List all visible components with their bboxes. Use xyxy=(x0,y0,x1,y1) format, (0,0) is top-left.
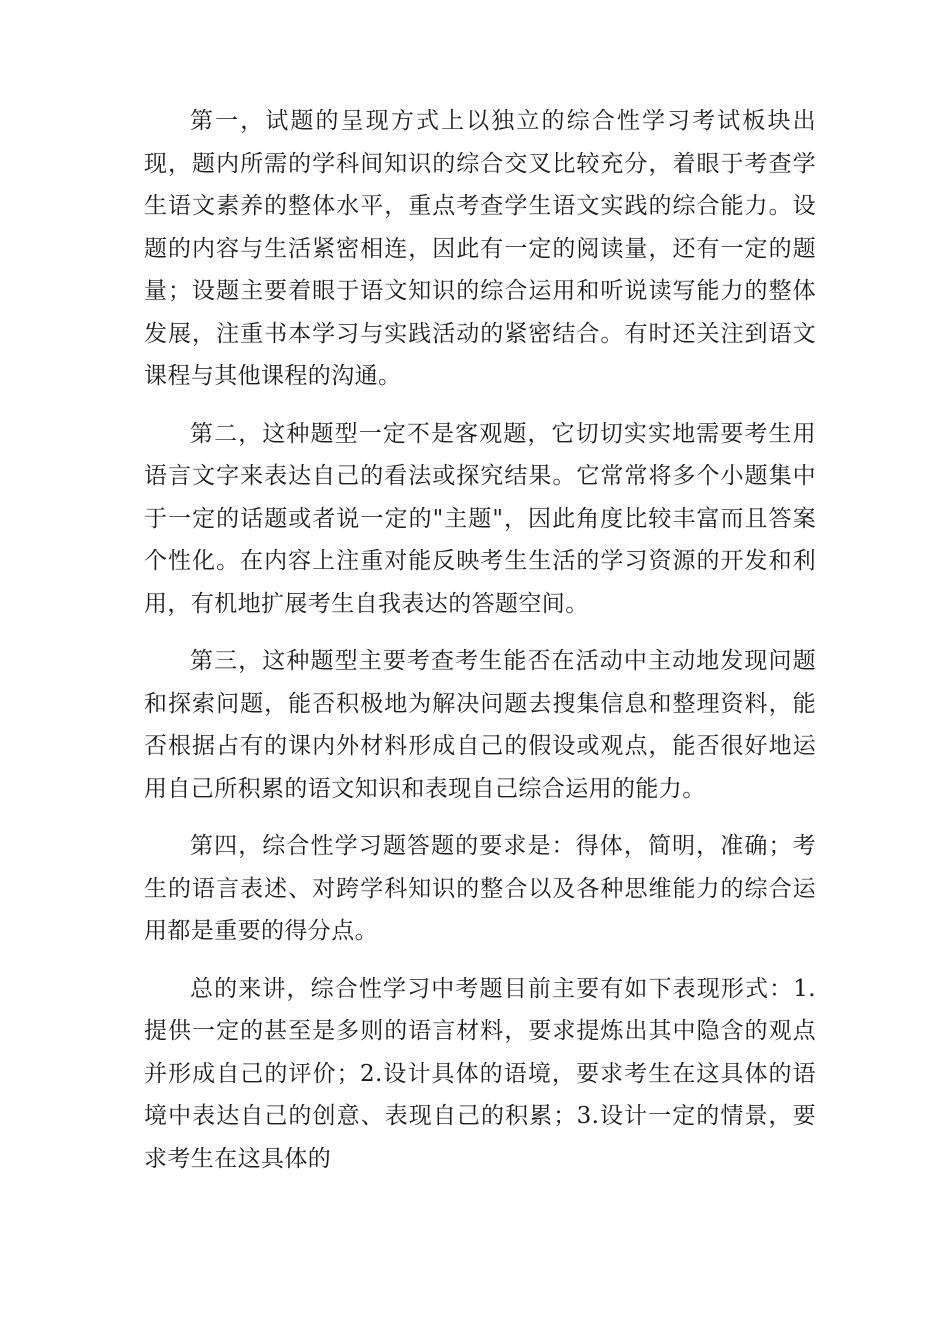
paragraph-1: 第一，试题的呈现方式上以独立的综合性学习考试板块出现，题内所需的学科间知识的综合交叉比较充分，着眼于考查学生语文素养的整体水平，重点考查学生语文实践的综合能力。设题的内容与生活紧密相连，因此有一定的阅读量，还有一定的题量；设题主要着眼于语文知识的综合运用和听说读写能力的整体发展，注重书本学习与实践活动的紧密结合。有时还关注到语文课程与其他课程的沟通。 xyxy=(144,108,816,389)
paragraph-gap xyxy=(144,810,816,825)
paragraph-4: 第四，综合性学习题答题的要求是：得体，简明，准确；考生的语言表述、对跨学科知识的整合以及各种思维能力的综合运用都是重要的得分点。 xyxy=(144,833,816,944)
paragraph-5: 总的来讲，综合性学习中考题目前主要有如下表现形式：1.提供一定的甚至是多则的语言材料，要求提炼出其中隐含的观点并形成自己的评价；2.设计具体的语境，要求考生在这具体的语境中表达自己的创意、表现自己的积累；3.设计一定的情景，要求考生在这具体的 xyxy=(144,975,816,1172)
paragraph-gap xyxy=(144,953,816,968)
paragraph-gap xyxy=(144,625,816,640)
paragraph-3: 第三，这种题型主要考查考生能否在活动中主动地发现问题和探索问题，能否积极地为解决问题去搜集信息和整理资料，能否根据占有的课内外材料形成自己的假设或观点，能否很好地运用自己所积累的语文知识和表现自己综合运用的能力。 xyxy=(144,648,816,802)
paragraph-2: 第二，这种题型一定不是客观题，它切切实实地需要考生用语言文字来表达自己的看法或探究结果。它常常将多个小题集中于一定的话题或者说一定的"主题"，因此角度比较丰富而且答案个性化。在内容上注重对能反映考生生活的学习资源的开发和利用，有机地扩展考生自我表达的答题空间。 xyxy=(144,420,816,617)
paragraph-gap xyxy=(144,398,816,413)
document-body xyxy=(144,100,816,1180)
